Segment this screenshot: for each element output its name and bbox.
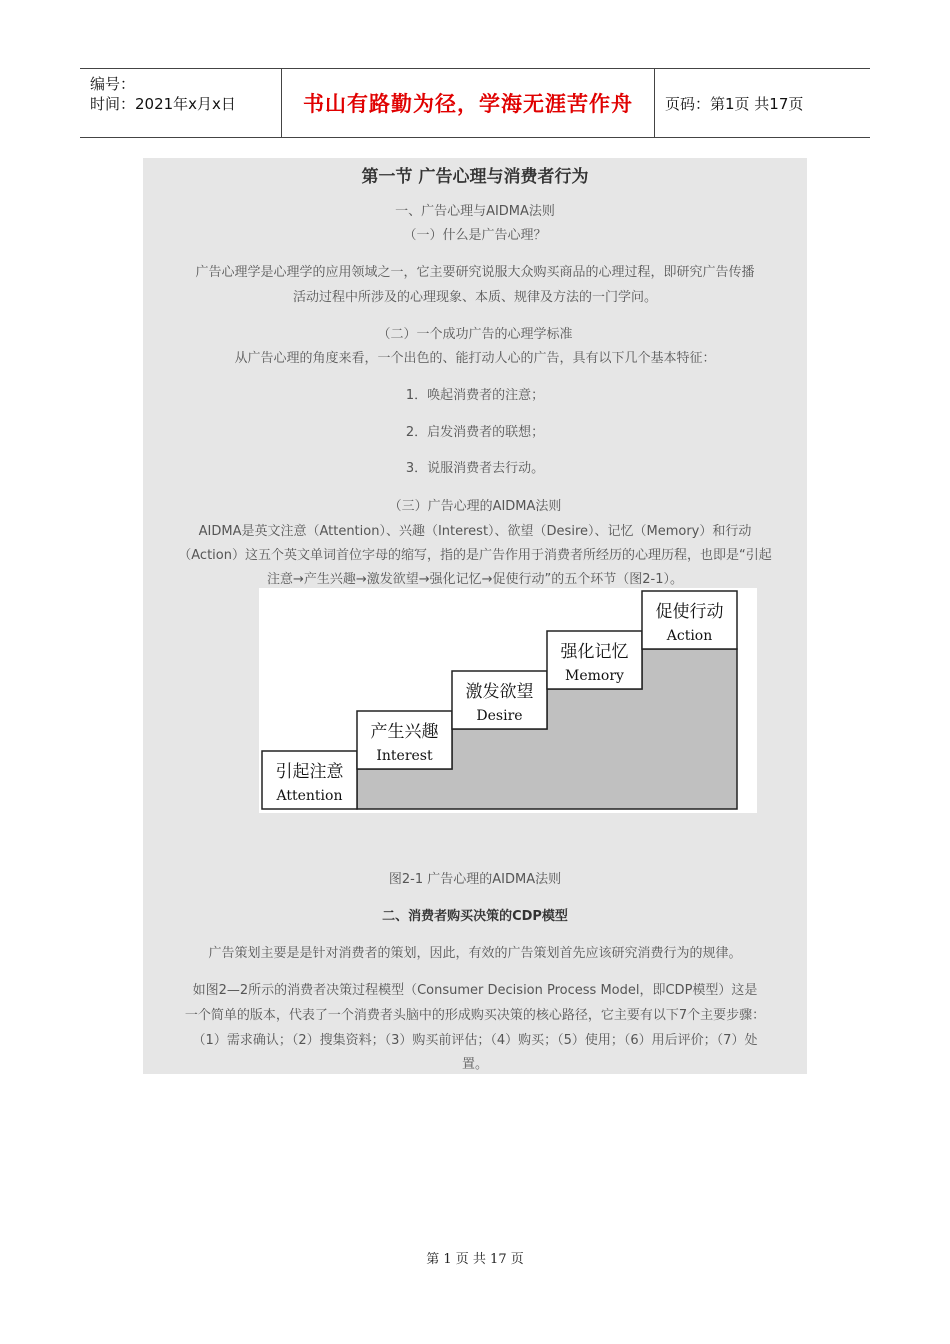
step-label-cn: 促使行动 [655,602,724,622]
cdp-line-4: 置。 [461,1057,488,1072]
aidma-line-2: （Action）这五个英文单词首位字母的缩写，指的是广告作用于消费者所经历的心理历程，也即是“引起 [178,548,772,563]
cdp-line-2: 一个简单的版本，代表了一个消费者头脑中的形成购买决策的核心路径，它主要有以下7个主要步骤： [184,1008,766,1023]
aidma-step-interest [357,711,452,769]
aidma-step-desire [452,671,547,729]
section-title: 第一节 广告心理与消费者行为 [361,167,589,187]
step-label-cn: 激发欲望 [465,682,534,702]
aidma-step-action [642,591,737,649]
motto-text: 书山有路勤为径，学海无涯苦作舟 [303,92,633,116]
aidma-diagram [259,588,757,813]
header-motto-cell [281,69,655,137]
step-label-en: Interest [376,748,433,764]
heading-aidma: 一、广告心理与AIDMA法则 [395,204,555,219]
aidma-step-attention [262,751,357,809]
step-label-cn: 产生兴趣 [370,722,439,742]
question-1: （一）什么是广告心理？ [403,228,547,243]
cdp-line-3: （1）需求确认；（2）搜集资料；（3）购买前评估；（4）购买；（5）使用；（6）用后评价；（7）处 [192,1033,758,1048]
aidma-line-1: AIDMA是英文注意（Attention）、兴趣（Interest）、欲望（Desire）、记忆（Memory）和行动 [198,524,752,539]
aidma-line-3: 注意→产生兴趣→激发欲望→强化记忆→促使行动”的五个环节（图2-1）。 [266,572,684,587]
step-label-en: Memory [565,668,624,684]
page-info: 页码：第1页 共17页 [665,94,804,113]
feature-item-2: 2．启发消费者的联想； [405,425,545,440]
heading-cdp: 二、消费者购买决策的CDP模型 [382,909,568,924]
step-label-en: Action [666,628,713,644]
step-label-en: Attention [276,788,343,804]
step-label-en: Desire [476,708,523,724]
cdp-line-1: 如图2—2所示的消费者决策过程模型（Consumer Decision Process Model，即CDP模型）这是 [192,983,758,998]
aidma-step-memory [547,631,642,689]
definition-line-2: 活动过程中所涉及的心理现象、本质、规律及方法的一门学问。 [292,290,657,305]
features-intro: 从广告心理的角度来看，一个出色的、能打动人心的广告，具有以下几个基本特征： [234,351,716,366]
header-page-cell [655,69,870,137]
page-footer: 第 1 页 共 17 页 [426,1252,524,1267]
step-label-cn: 引起注意 [275,762,344,782]
header-meta-cell [80,69,280,137]
number-label: 编号： [90,75,136,93]
definition-line-1: 广告心理学是心理学的应用领域之一，它主要研究说服大众购买商品的心理过程，即研究广告传播 [195,265,755,280]
aidma-staircase [259,588,757,813]
date-label: 时间：2021年x月x日 [90,95,236,113]
document-header [80,68,870,138]
question-2: （二）一个成功广告的心理学标准 [377,327,573,342]
feature-item-3: 3．说服消费者去行动。 [405,461,545,476]
step-label-cn: 强化记忆 [560,642,629,662]
cdp-paragraph-1: 广告策划主要是是针对消费者的策划，因此，有效的广告策划首先应该研究消费行为的规律。 [208,946,742,961]
figure-caption: 图2-1 广告心理的AIDMA法则 [388,872,562,887]
feature-item-1: 1．唤起消费者的注意； [405,388,545,403]
question-3: （三）广告心理的AIDMA法则 [388,499,562,514]
